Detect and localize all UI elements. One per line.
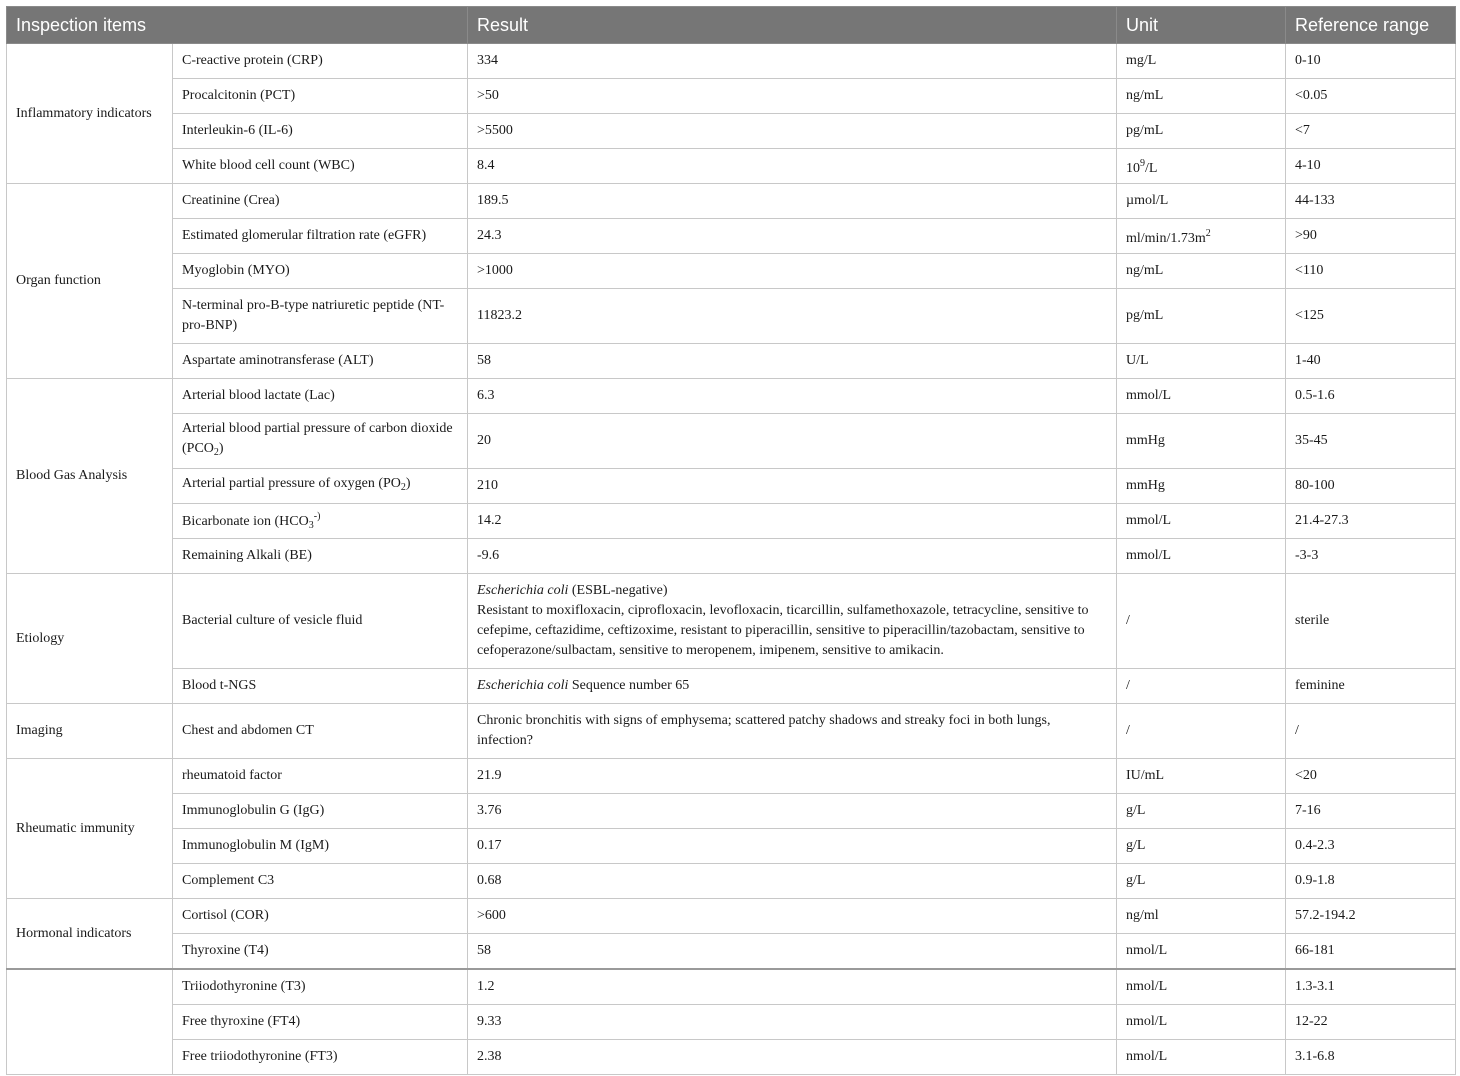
item-subscript: 2: [213, 447, 219, 458]
table-row: [7, 44, 1456, 79]
header-reference-range: Reference range: [1286, 7, 1456, 44]
item-cell: [173, 504, 468, 539]
item-cell: Estimated glomerular filtration rate (eGFR): [173, 219, 468, 254]
result-cell: >50: [468, 79, 1117, 114]
table-row: [7, 504, 1456, 539]
item-superscript: -): [313, 510, 321, 522]
result-cell: 9.33: [468, 1005, 1117, 1040]
result-cell: 8.4: [468, 149, 1117, 184]
table-row: [7, 414, 1456, 469]
item-cell: [173, 469, 468, 504]
table-row: [7, 79, 1456, 114]
reference-cell: 0-10: [1286, 44, 1456, 79]
item-cell: Aspartate aminotransferase (ALT): [173, 344, 468, 379]
reference-cell: 12-22: [1286, 1005, 1456, 1040]
item-cell: Chest and abdomen CT: [173, 704, 468, 759]
item-cell: Creatinine (Crea): [173, 184, 468, 219]
unit-cell: g/L: [1117, 794, 1286, 829]
table-row: [7, 704, 1456, 759]
reference-cell: <125: [1286, 289, 1456, 344]
item-text: Bicarbonate ion (HCO: [182, 513, 309, 529]
unit-cell: /: [1117, 574, 1286, 669]
result-cell: 2.38: [468, 1040, 1117, 1075]
unit-cell: ng/mL: [1117, 254, 1286, 289]
table-row: [7, 574, 1456, 669]
reference-cell: 4-10: [1286, 149, 1456, 184]
reference-cell: 44-133: [1286, 184, 1456, 219]
susceptibility-detail: Resistant to moxifloxacin, ciprofloxacin, levofloxacin, ticarcillin, sulfamethoxazole, tetracycline, sensitive to cefepime, ceftazidime, ceftizoxime, resistant to piperacillin, sensitive to piperacillin/tazobactam, sensitive to cefoperazone/sulbactam, sensitive to meropenem, imipenem, sensitive to amikacin.: [477, 603, 1089, 658]
item-text: Arterial partial pressure of oxygen (PO: [182, 476, 401, 491]
item-cell: Immunoglobulin G (IgG): [173, 794, 468, 829]
group-label: Imaging: [7, 704, 173, 759]
unit-cell: nmol/L: [1117, 1005, 1286, 1040]
reference-cell: 35-45: [1286, 414, 1456, 469]
result-cell: >5500: [468, 114, 1117, 149]
unit-cell: nmol/L: [1117, 1040, 1286, 1075]
table-row: [7, 344, 1456, 379]
reference-cell: 66-181: [1286, 934, 1456, 970]
result-cell: Chronic bronchitis with signs of emphysema; scattered patchy shadows and streaky foci in both lungs, infection?: [468, 704, 1117, 759]
unit-cell: ng/ml: [1117, 899, 1286, 934]
result-cell: [468, 574, 1117, 669]
unit-superscript: 9: [1140, 157, 1145, 169]
result-cell: 210: [468, 469, 1117, 504]
item-cell: Cortisol (COR): [173, 899, 468, 934]
reference-cell: /: [1286, 704, 1456, 759]
unit-cell: nmol/L: [1117, 934, 1286, 970]
result-cell: 58: [468, 344, 1117, 379]
item-cell: Remaining Alkali (BE): [173, 539, 468, 574]
organism-name: Escherichia coli: [477, 678, 569, 693]
item-cell: Interleukin-6 (IL-6): [173, 114, 468, 149]
group-label: Organ function: [7, 184, 173, 379]
item-text-end: ): [218, 441, 224, 456]
table-row: [7, 469, 1456, 504]
unit-cell: [1117, 219, 1286, 254]
table-row: [7, 1040, 1456, 1075]
unit-base: ml/min/1.73m: [1126, 230, 1206, 246]
unit-superscript: 2: [1205, 227, 1211, 239]
reference-cell: 3.1-6.8: [1286, 1040, 1456, 1075]
item-cell: Arterial blood lactate (Lac): [173, 379, 468, 414]
item-cell: White blood cell count (WBC): [173, 149, 468, 184]
unit-rest: /L: [1145, 160, 1158, 176]
unit-cell: mg/L: [1117, 44, 1286, 79]
lab-results-table-wrapper: [6, 6, 1455, 1075]
unit-cell: mmol/L: [1117, 539, 1286, 574]
unit-cell: /: [1117, 669, 1286, 704]
item-cell: Bacterial culture of vesicle fluid: [173, 574, 468, 669]
table-row: [7, 254, 1456, 289]
reference-cell: <7: [1286, 114, 1456, 149]
table-row: [7, 829, 1456, 864]
unit-cell: nmol/L: [1117, 969, 1286, 1005]
table-row: [7, 1005, 1456, 1040]
item-subscript: 3: [308, 519, 314, 531]
header-inspection-items: Inspection items: [7, 7, 468, 44]
table-row: [7, 379, 1456, 414]
table-row: [7, 934, 1456, 970]
result-cell: 1.2: [468, 969, 1117, 1005]
table-row: [7, 669, 1456, 704]
lab-results-table: [6, 6, 1456, 1075]
reference-cell: 1-40: [1286, 344, 1456, 379]
result-cell: [468, 669, 1117, 704]
group-label: Hormonal indicators: [7, 899, 173, 970]
group-label: Rheumatic immunity: [7, 759, 173, 899]
item-text-end: ): [405, 476, 411, 491]
group-label: Blood Gas Analysis: [7, 379, 173, 574]
unit-cell: mmol/L: [1117, 379, 1286, 414]
item-cell: [173, 414, 468, 469]
result-cell: >1000: [468, 254, 1117, 289]
unit-cell: mmHg: [1117, 469, 1286, 504]
unit-cell: mmHg: [1117, 414, 1286, 469]
group-label: Inflammatory indicators: [7, 44, 173, 184]
item-cell: Free triiodothyronine (FT3): [173, 1040, 468, 1075]
table-row: [7, 114, 1456, 149]
header-result: Result: [468, 7, 1117, 44]
unit-cell: pg/mL: [1117, 114, 1286, 149]
result-cell: 21.9: [468, 759, 1117, 794]
item-cell: Complement C3: [173, 864, 468, 899]
reference-cell: 0.4-2.3: [1286, 829, 1456, 864]
reference-cell: <0.05: [1286, 79, 1456, 114]
reference-cell: 1.3-3.1: [1286, 969, 1456, 1005]
result-cell: 0.68: [468, 864, 1117, 899]
group-label: Etiology: [7, 574, 173, 704]
result-cell: 189.5: [468, 184, 1117, 219]
result-cell: 14.2: [468, 504, 1117, 539]
unit-cell: ng/mL: [1117, 79, 1286, 114]
result-qualifier: (ESBL-negative): [568, 583, 668, 598]
table-row: [7, 184, 1456, 219]
result-cell: >600: [468, 899, 1117, 934]
reference-cell: -3-3: [1286, 539, 1456, 574]
table-row: [7, 149, 1456, 184]
item-cell: N-terminal pro-B-type natriuretic peptide (NT-pro-BNP): [173, 289, 468, 344]
table-row: [7, 289, 1456, 344]
table-header-row: [7, 7, 1456, 44]
result-cell: 3.76: [468, 794, 1117, 829]
reference-cell: 7-16: [1286, 794, 1456, 829]
table-row: [7, 219, 1456, 254]
reference-cell: 0.5-1.6: [1286, 379, 1456, 414]
group-label-empty: [7, 969, 173, 1075]
table-row: [7, 759, 1456, 794]
item-cell: Thyroxine (T4): [173, 934, 468, 970]
item-cell: Blood t-NGS: [173, 669, 468, 704]
item-cell: Free thyroxine (FT4): [173, 1005, 468, 1040]
result-qualifier: Sequence number 65: [568, 678, 690, 693]
item-cell: Myoglobin (MYO): [173, 254, 468, 289]
result-cell: 11823.2: [468, 289, 1117, 344]
unit-cell: [1117, 149, 1286, 184]
item-cell: Immunoglobulin M (IgM): [173, 829, 468, 864]
result-cell: 58: [468, 934, 1117, 970]
unit-cell: pg/mL: [1117, 289, 1286, 344]
reference-cell: <20: [1286, 759, 1456, 794]
result-cell: 0.17: [468, 829, 1117, 864]
table-row: [7, 864, 1456, 899]
result-cell: 24.3: [468, 219, 1117, 254]
result-cell: 20: [468, 414, 1117, 469]
unit-cell: µmol/L: [1117, 184, 1286, 219]
table-row: [7, 899, 1456, 934]
organism-name: Escherichia coli: [477, 583, 569, 598]
unit-cell: mmol/L: [1117, 504, 1286, 539]
reference-cell: sterile: [1286, 574, 1456, 669]
table-row: [7, 539, 1456, 574]
reference-cell: 0.9-1.8: [1286, 864, 1456, 899]
reference-cell: feminine: [1286, 669, 1456, 704]
result-cell: -9.6: [468, 539, 1117, 574]
reference-cell: 21.4-27.3: [1286, 504, 1456, 539]
unit-base: 10: [1126, 160, 1140, 176]
unit-cell: IU/mL: [1117, 759, 1286, 794]
unit-cell: /: [1117, 704, 1286, 759]
unit-cell: U/L: [1117, 344, 1286, 379]
item-cell: rheumatoid factor: [173, 759, 468, 794]
table-row: [7, 969, 1456, 1005]
reference-cell: 80-100: [1286, 469, 1456, 504]
item-text: Arterial blood partial pressure of carbon dioxide (PCO: [182, 421, 453, 456]
item-cell: Procalcitonin (PCT): [173, 79, 468, 114]
table-row: [7, 794, 1456, 829]
reference-cell: 57.2-194.2: [1286, 899, 1456, 934]
unit-cell: g/L: [1117, 829, 1286, 864]
header-unit: Unit: [1117, 7, 1286, 44]
item-cell: C-reactive protein (CRP): [173, 44, 468, 79]
item-cell: Triiodothyronine (T3): [173, 969, 468, 1005]
item-subscript: 2: [400, 482, 406, 493]
reference-cell: <110: [1286, 254, 1456, 289]
result-cell: 334: [468, 44, 1117, 79]
reference-cell: >90: [1286, 219, 1456, 254]
result-cell: 6.3: [468, 379, 1117, 414]
unit-cell: g/L: [1117, 864, 1286, 899]
